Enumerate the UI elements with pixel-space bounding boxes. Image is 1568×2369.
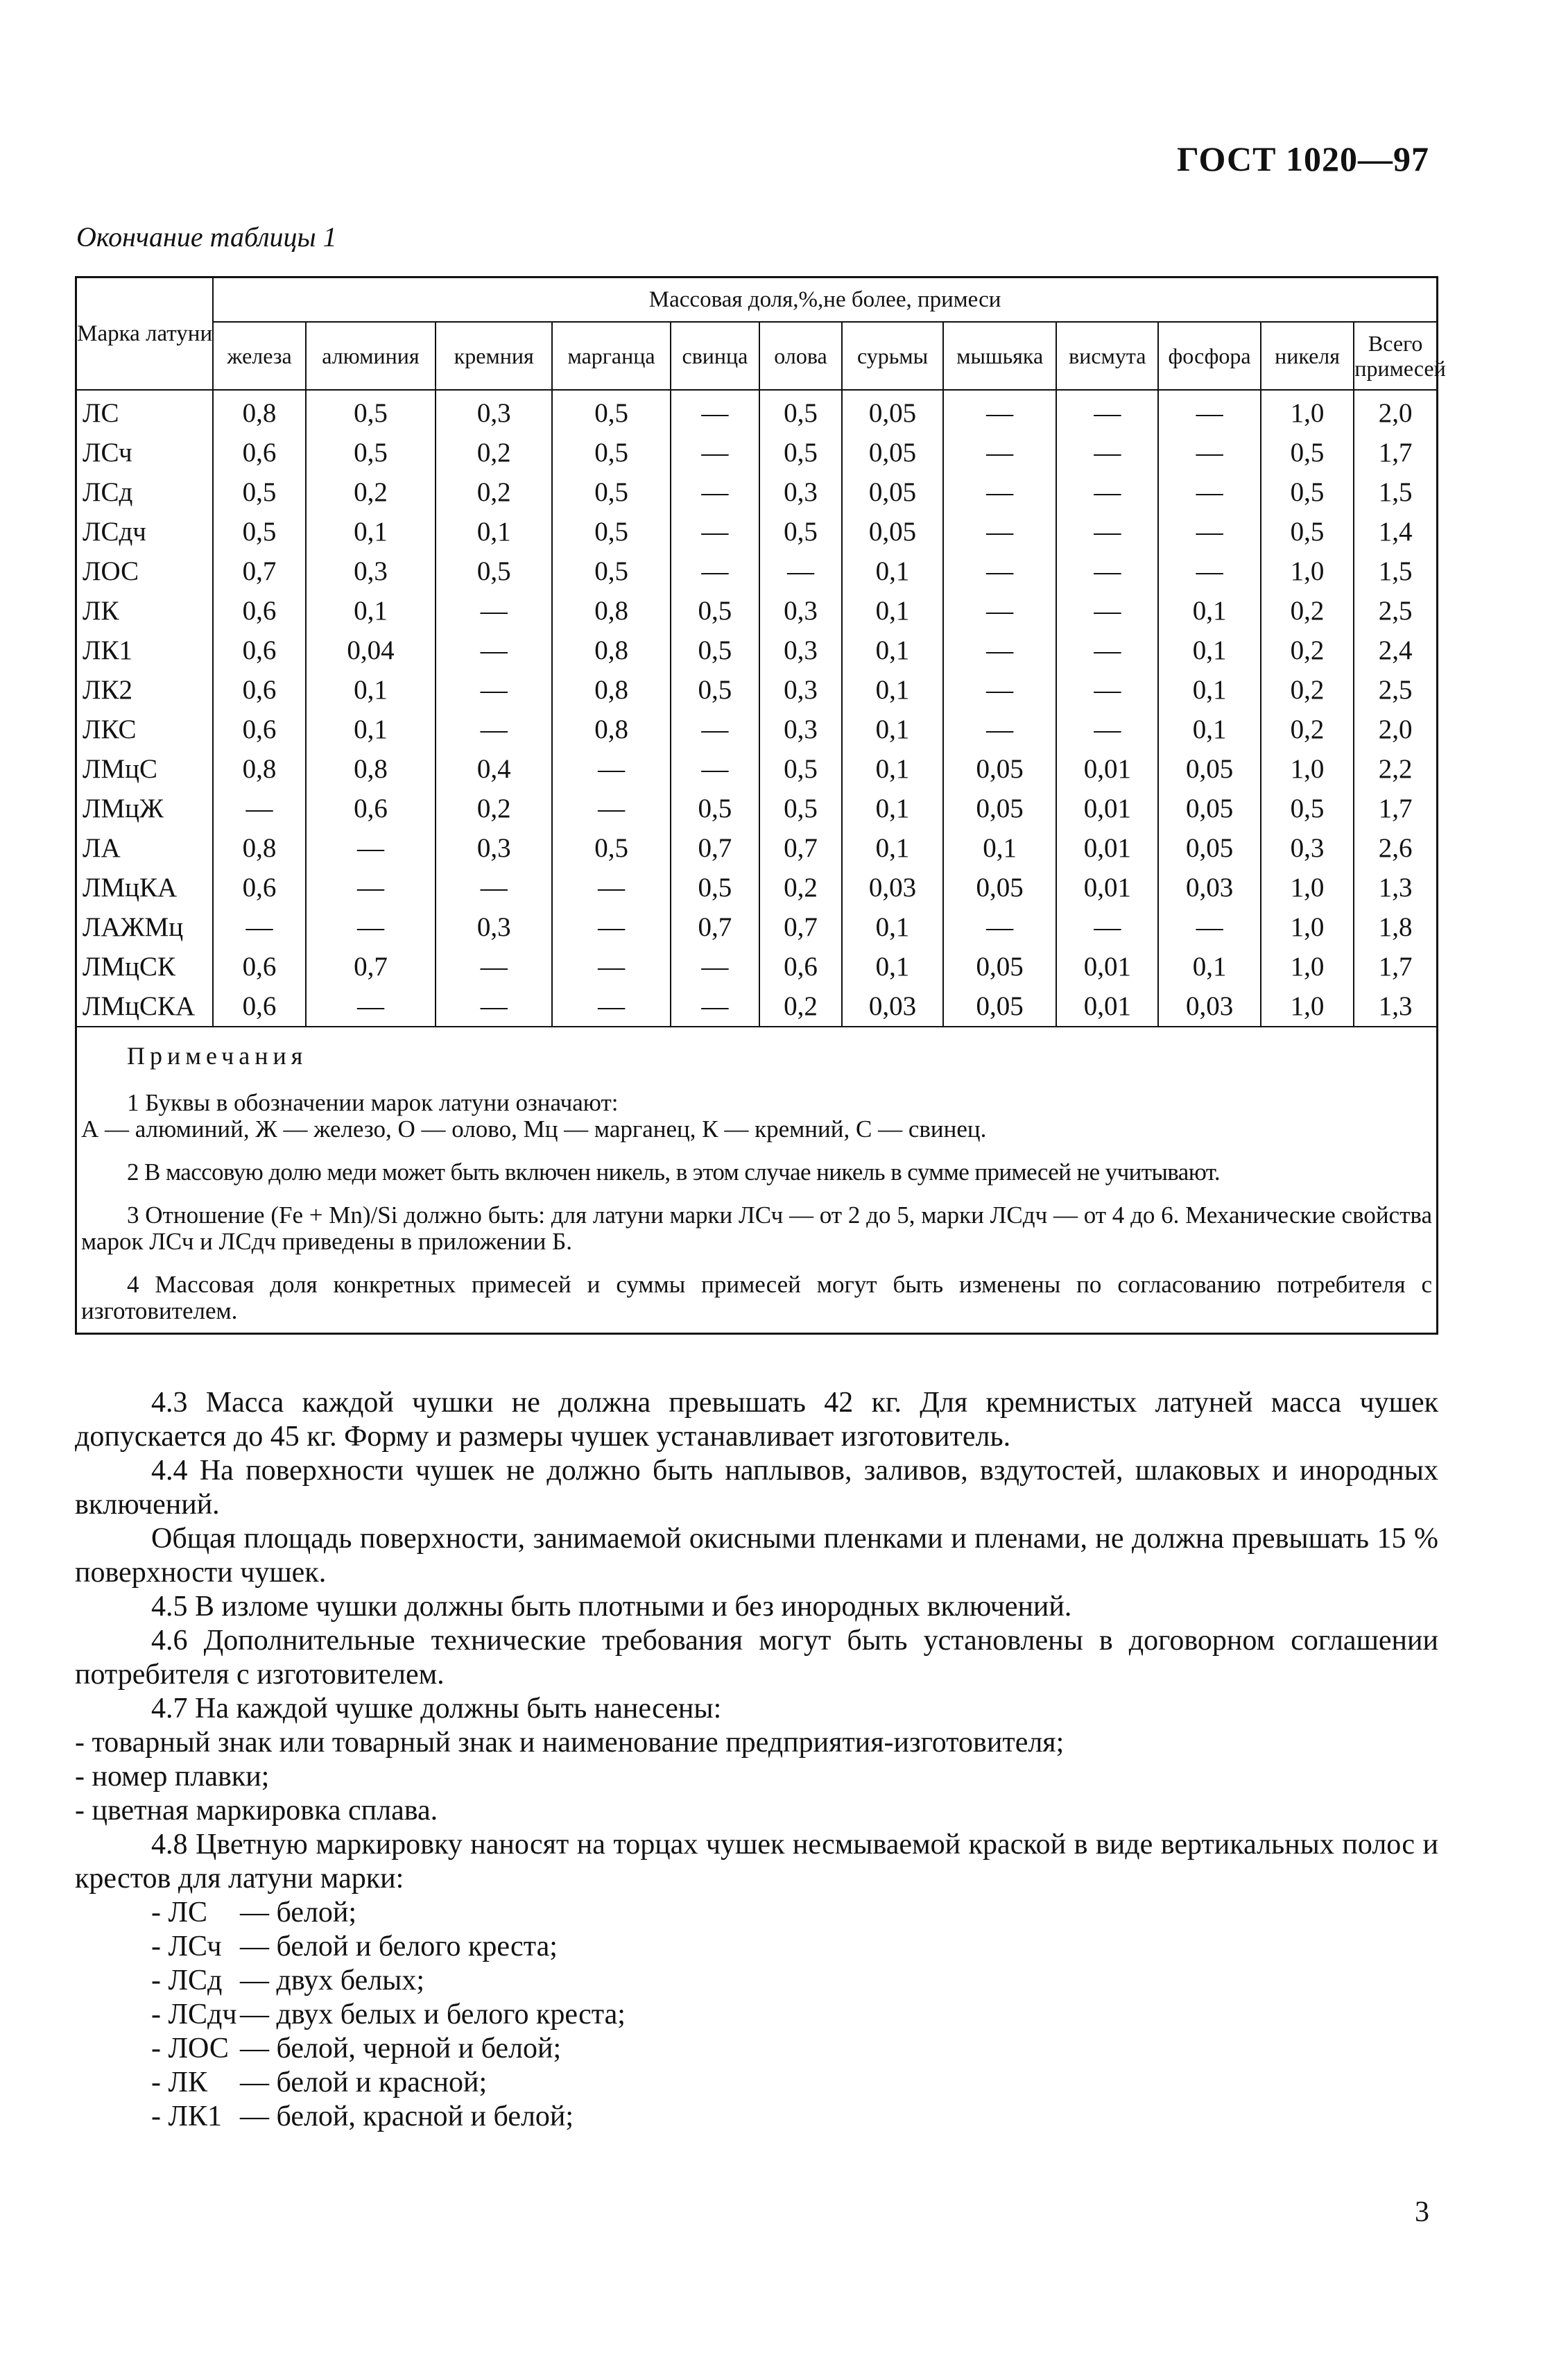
table-row — [76, 789, 1438, 828]
value-cell: 0,05 — [842, 390, 943, 433]
value-cell: 0,5 — [671, 868, 759, 907]
value-cell: — — [943, 472, 1056, 512]
value-cell: 0,03 — [1158, 986, 1260, 1027]
value-cell: — — [436, 947, 552, 986]
value-cell: 0,8 — [552, 591, 670, 631]
value-cell: — — [943, 433, 1056, 472]
value-cell: — — [306, 907, 436, 947]
column-header: алюминия — [306, 322, 436, 390]
column-header: Всего примесей — [1354, 322, 1437, 390]
value-cell: — — [1056, 390, 1158, 433]
column-header: кремния — [436, 322, 552, 390]
value-cell: 0,1 — [842, 789, 943, 828]
value-cell: — — [1158, 433, 1260, 472]
value-cell: 0,1 — [842, 947, 943, 986]
value-cell: 0,7 — [671, 907, 759, 947]
value-cell: 0,5 — [552, 390, 670, 433]
value-cell: 0,1 — [306, 512, 436, 551]
value-cell: — — [552, 749, 670, 789]
value-cell: 0,7 — [671, 828, 759, 868]
value-cell: 0,1 — [1158, 591, 1260, 631]
value-cell: 0,1 — [306, 591, 436, 631]
table-row — [76, 710, 1438, 749]
value-cell: — — [671, 472, 759, 512]
marking-brand: - ЛК1 — [151, 2101, 222, 2132]
value-cell: — — [671, 433, 759, 472]
value-cell: 0,3 — [759, 710, 842, 749]
value-cell: — — [213, 789, 306, 828]
notes-title: Примечания — [127, 1042, 308, 1070]
value-cell: — — [213, 907, 306, 947]
brand-cell: ЛСд — [76, 472, 214, 512]
brand-cell: ЛАЖМц — [76, 907, 214, 947]
table-caption: Окончание таблицы 1 — [76, 221, 337, 253]
impurities-table — [75, 276, 1446, 1335]
value-cell: 0,6 — [306, 789, 436, 828]
value-cell: — — [1158, 512, 1260, 551]
value-cell: 0,6 — [213, 710, 306, 749]
value-cell: 0,2 — [1261, 591, 1354, 631]
value-cell: 0,5 — [1261, 512, 1354, 551]
value-cell: 0,8 — [552, 670, 670, 710]
value-cell: 1,3 — [1354, 986, 1437, 1027]
body-text — [75, 1386, 1438, 2134]
marking-description: — белой и белого креста; — [240, 1931, 558, 1962]
value-cell: 0,5 — [552, 433, 670, 472]
table-row — [76, 551, 1438, 591]
value-cell: 0,05 — [1158, 789, 1260, 828]
brand-cell: ЛСдч — [76, 512, 214, 551]
value-cell: 0,05 — [1158, 828, 1260, 868]
brand-cell: ЛС — [76, 390, 214, 433]
value-cell: 0,1 — [1158, 631, 1260, 670]
value-cell: — — [306, 868, 436, 907]
value-cell: 0,1 — [306, 710, 436, 749]
value-cell: — — [436, 631, 552, 670]
value-cell: 0,2 — [306, 472, 436, 512]
value-cell: 0,5 — [671, 789, 759, 828]
table-row — [76, 670, 1438, 710]
value-cell: 0,5 — [759, 390, 842, 433]
value-cell: — — [1158, 390, 1260, 433]
value-cell: 0,6 — [213, 631, 306, 670]
brand-cell: ЛСч — [76, 433, 214, 472]
value-cell: 0,6 — [213, 986, 306, 1027]
value-cell: 0,8 — [213, 390, 306, 433]
value-cell: — — [436, 591, 552, 631]
marking-item — [75, 1964, 1438, 1998]
column-header: сурьмы — [842, 322, 943, 390]
value-cell: 0,5 — [759, 749, 842, 789]
value-cell: 0,3 — [436, 828, 552, 868]
notes-section — [76, 1027, 1438, 1334]
column-header: никеля — [1261, 322, 1354, 390]
value-cell: 0,05 — [943, 868, 1056, 907]
value-cell: 0,3 — [759, 670, 842, 710]
value-cell: 0,3 — [759, 631, 842, 670]
value-cell: 2,4 — [1354, 631, 1437, 670]
marking-brand: - ЛОС — [151, 2033, 229, 2064]
table-row — [76, 986, 1438, 1027]
value-cell: 0,5 — [213, 512, 306, 551]
page-number: 3 — [1415, 2196, 1429, 2228]
value-cell: 0,5 — [213, 472, 306, 512]
marking-description: — двух белых; — [240, 1965, 425, 1996]
column-header: свинца — [671, 322, 759, 390]
table-row — [76, 828, 1438, 868]
column-header: олова — [759, 322, 842, 390]
value-cell: 0,2 — [759, 868, 842, 907]
value-cell: 2,6 — [1354, 828, 1437, 868]
value-cell: 0,7 — [759, 828, 842, 868]
value-cell: 0,8 — [306, 749, 436, 789]
value-cell: — — [671, 986, 759, 1027]
value-cell: 0,1 — [842, 907, 943, 947]
marking-item — [75, 1930, 1438, 1964]
value-cell: 1,0 — [1261, 868, 1354, 907]
value-cell: 0,2 — [1261, 710, 1354, 749]
column-header: железа — [213, 322, 306, 390]
value-cell: 2,5 — [1354, 591, 1437, 631]
brand-cell: ЛМцСКА — [76, 986, 214, 1027]
value-cell: 0,5 — [759, 789, 842, 828]
value-cell: 0,8 — [552, 710, 670, 749]
value-cell: 0,5 — [1261, 472, 1354, 512]
marking-brand: - ЛСд — [151, 1965, 223, 1996]
value-cell: 0,5 — [552, 472, 670, 512]
column-header: марганца — [552, 322, 670, 390]
value-cell: — — [552, 907, 670, 947]
table-row — [76, 749, 1438, 789]
value-cell: — — [306, 986, 436, 1027]
brand-column-header: Марка латуни — [76, 277, 214, 391]
value-cell: 0,1 — [842, 591, 943, 631]
value-cell: 0,5 — [1261, 433, 1354, 472]
value-cell: — — [1056, 512, 1158, 551]
value-cell: 2,5 — [1354, 670, 1437, 710]
value-cell: 1,7 — [1354, 433, 1437, 472]
value-cell: 0,1 — [842, 749, 943, 789]
brand-cell: ЛК2 — [76, 670, 214, 710]
value-cell: 0,8 — [552, 631, 670, 670]
column-header: висмута — [1056, 322, 1158, 390]
paragraph-4-6: 4.6 Дополнительные технические требования могут быть установлены в договорном соглашении потребителя с изготовителем. — [75, 1625, 1438, 1691]
value-cell: 1,5 — [1354, 472, 1437, 512]
value-cell: — — [436, 868, 552, 907]
note-2: 2 В массовую долю меди может быть включен никель, в этом случае никель в сумме примесей не учитывают. — [127, 1158, 1221, 1186]
value-cell: 0,04 — [306, 631, 436, 670]
value-cell: — — [1158, 472, 1260, 512]
value-cell: 0,6 — [213, 947, 306, 986]
value-cell: — — [671, 947, 759, 986]
value-cell: — — [1056, 591, 1158, 631]
marking-item — [75, 2032, 1438, 2066]
value-cell: 0,01 — [1056, 789, 1158, 828]
value-cell: — — [1056, 907, 1158, 947]
value-cell: 0,3 — [1261, 828, 1354, 868]
value-cell: — — [552, 947, 670, 986]
paragraph-4-7: 4.7 На каждой чушке должны быть нанесены: — [151, 1693, 722, 1725]
brand-cell: ЛМцКА — [76, 868, 214, 907]
value-cell: 0,2 — [436, 472, 552, 512]
column-header: фосфора — [1158, 322, 1260, 390]
value-cell: — — [671, 710, 759, 749]
value-cell: 0,5 — [552, 828, 670, 868]
value-cell: 0,5 — [1261, 789, 1354, 828]
list-item: - цветная маркировка сплава. — [75, 1795, 438, 1827]
value-cell: 0,01 — [1056, 947, 1158, 986]
marking-item — [75, 2066, 1438, 2100]
value-cell: 0,01 — [1056, 828, 1158, 868]
value-cell: 0,5 — [671, 631, 759, 670]
value-cell: 1,5 — [1354, 551, 1437, 591]
value-cell: 0,6 — [213, 670, 306, 710]
paragraph-4-4-continued: Общая площадь поверхности, занимаемой окисными пленками и пленами, не должна превышать 15 % поверхности чушек. — [75, 1523, 1438, 1589]
marking-brand: - ЛСдч — [151, 1999, 237, 2030]
value-cell: 0,5 — [306, 390, 436, 433]
value-cell: 0,1 — [436, 512, 552, 551]
value-cell: 0,5 — [552, 551, 670, 591]
paragraph-4-3: 4.3 Масса каждой чушки не должна превышать 42 кг. Для кремнистых латуней масса чушек допускается до 45 кг. Форму и размеры чушек устанавливает изготовитель. — [75, 1387, 1438, 1453]
table-row — [76, 868, 1438, 907]
brand-cell: ЛМцСК — [76, 947, 214, 986]
table-row — [76, 591, 1438, 631]
value-cell: 0,3 — [759, 591, 842, 631]
value-cell: 0,7 — [306, 947, 436, 986]
value-cell: — — [671, 551, 759, 591]
value-cell: 0,05 — [842, 472, 943, 512]
value-cell: 0,05 — [842, 433, 943, 472]
value-cell: — — [306, 828, 436, 868]
marking-list — [75, 1896, 1438, 2134]
marking-brand: - ЛСч — [151, 1931, 222, 1962]
value-cell: 1,0 — [1261, 907, 1354, 947]
value-cell: 1,0 — [1261, 749, 1354, 789]
value-cell: 0,2 — [1261, 631, 1354, 670]
value-cell: 1,8 — [1354, 907, 1437, 947]
value-cell: — — [759, 551, 842, 591]
value-cell: — — [943, 670, 1056, 710]
brand-cell: ЛКС — [76, 710, 214, 749]
brand-cell: ЛА — [76, 828, 214, 868]
table-row — [76, 631, 1438, 670]
value-cell: — — [943, 512, 1056, 551]
value-cell: — — [943, 390, 1056, 433]
value-cell: 0,6 — [759, 947, 842, 986]
value-cell: 0,2 — [436, 789, 552, 828]
brand-cell: ЛМцС — [76, 749, 214, 789]
note-1-line-2: А — алюминий, Ж — железо, О — олово, Мц — марганец, К — кремний, С — свинец. — [81, 1115, 987, 1143]
value-cell: 0,05 — [1158, 749, 1260, 789]
value-cell: 0,1 — [1158, 710, 1260, 749]
marking-description: — белой; — [240, 1897, 357, 1928]
value-cell: 0,1 — [1158, 670, 1260, 710]
marking-brand: - ЛС — [151, 1897, 207, 1928]
marking-description: — двух белых и белого креста; — [240, 1999, 626, 2030]
marking-description: — белой, черной и белой; — [240, 2033, 562, 2064]
value-cell: 0,3 — [306, 551, 436, 591]
column-header: мышьяка — [943, 322, 1056, 390]
value-cell: — — [1056, 551, 1158, 591]
brand-cell: ЛОС — [76, 551, 214, 591]
value-cell: 0,7 — [759, 907, 842, 947]
marking-description: — белой, красной и белой; — [240, 2101, 574, 2132]
value-cell: 0,7 — [213, 551, 306, 591]
brand-cell: ЛК1 — [76, 631, 214, 670]
value-cell: — — [1158, 551, 1260, 591]
value-cell: 0,5 — [671, 670, 759, 710]
value-cell: — — [436, 986, 552, 1027]
value-cell: 0,1 — [842, 551, 943, 591]
value-cell: 0,4 — [436, 749, 552, 789]
value-cell: 1,0 — [1261, 947, 1354, 986]
value-cell: 1,0 — [1261, 551, 1354, 591]
marking-item — [75, 2100, 1438, 2134]
note-1-line-1: 1 Буквы в обозначении марок латуни означают: — [127, 1089, 619, 1116]
value-cell: 0,1 — [842, 710, 943, 749]
value-cell: — — [1158, 907, 1260, 947]
value-cell: 0,2 — [1261, 670, 1354, 710]
group-header: Массовая доля,%,не более, примеси — [213, 277, 1437, 323]
list-item: - номер плавки; — [75, 1761, 270, 1793]
value-cell: 0,1 — [842, 631, 943, 670]
value-cell: — — [1056, 631, 1158, 670]
value-cell: 0,6 — [213, 591, 306, 631]
marking-brand: - ЛК — [151, 2067, 207, 2098]
value-cell: 0,01 — [1056, 986, 1158, 1027]
value-cell: 0,3 — [759, 472, 842, 512]
value-cell: 1,4 — [1354, 512, 1437, 551]
value-cell: 2,2 — [1354, 749, 1437, 789]
value-cell: 0,3 — [436, 907, 552, 947]
value-cell: — — [552, 789, 670, 828]
brand-cell: ЛК — [76, 591, 214, 631]
value-cell: 0,5 — [671, 591, 759, 631]
value-cell: 0,1 — [842, 828, 943, 868]
value-cell: 0,6 — [213, 868, 306, 907]
value-cell: 0,3 — [436, 390, 552, 433]
value-cell: 0,2 — [436, 433, 552, 472]
value-cell: 1,7 — [1354, 947, 1437, 986]
brand-cell: ЛМцЖ — [76, 789, 214, 828]
value-cell: 0,03 — [842, 868, 943, 907]
list-item: - товарный знак или товарный знак и наименование предприятия-изготовителя; — [75, 1727, 1065, 1759]
value-cell: — — [552, 986, 670, 1027]
paragraph-4-4: 4.4 На поверхности чушек не должно быть наплывов, заливов, вздутостей, шлаковых и инородных включений. — [75, 1455, 1438, 1521]
value-cell: — — [943, 710, 1056, 749]
table-row — [76, 947, 1438, 986]
table-row — [76, 433, 1438, 472]
value-cell: — — [671, 749, 759, 789]
value-cell: 0,1 — [842, 670, 943, 710]
value-cell: 1,7 — [1354, 789, 1437, 828]
value-cell: 2,0 — [1354, 390, 1437, 433]
marking-item — [75, 1896, 1438, 1930]
value-cell: — — [552, 868, 670, 907]
value-cell: 0,1 — [306, 670, 436, 710]
note-3: 3 Отношение (Fe + Mn)/Si должно быть: для латуни марки ЛСч — от 2 до 5, марки ЛСдч — от 4 до 6. Механические свойства марок ЛСч и ЛСдч приведены в приложении Б. — [81, 1201, 1432, 1255]
value-cell: 0,2 — [759, 986, 842, 1027]
value-cell: 0,8 — [213, 749, 306, 789]
marking-description: — белой и красной; — [240, 2067, 488, 2098]
value-cell: 1,0 — [1261, 390, 1354, 433]
value-cell: 1,0 — [1261, 986, 1354, 1027]
marking-item — [75, 1998, 1438, 2032]
table-row — [76, 390, 1438, 433]
value-cell: — — [1056, 433, 1158, 472]
paragraph-4-8: 4.8 Цветную маркировку наносят на торцах чушек несмываемой краской в виде вертикальных полос и крестов для латуни марки: — [75, 1829, 1438, 1895]
table-row — [76, 472, 1438, 512]
value-cell: — — [671, 390, 759, 433]
value-cell: — — [943, 551, 1056, 591]
value-cell: 0,05 — [943, 749, 1056, 789]
value-cell: 0,5 — [306, 433, 436, 472]
value-cell: 0,8 — [213, 828, 306, 868]
value-cell: 1,3 — [1354, 868, 1437, 907]
value-cell: — — [943, 907, 1056, 947]
value-cell: 0,5 — [759, 512, 842, 551]
value-cell: — — [943, 631, 1056, 670]
value-cell: 0,05 — [943, 986, 1056, 1027]
value-cell: 0,01 — [1056, 749, 1158, 789]
value-cell: 0,5 — [759, 433, 842, 472]
value-cell: — — [436, 670, 552, 710]
value-cell: 0,05 — [842, 512, 943, 551]
value-cell: — — [436, 710, 552, 749]
value-cell: 0,1 — [1158, 947, 1260, 986]
value-cell: 0,5 — [436, 551, 552, 591]
value-cell: 0,05 — [943, 947, 1056, 986]
value-cell: 0,5 — [552, 512, 670, 551]
value-cell: 0,01 — [1056, 868, 1158, 907]
value-cell: — — [1056, 472, 1158, 512]
paragraph-4-5: 4.5 В изломе чушки должны быть плотными и без инородных включений. — [151, 1591, 1072, 1623]
value-cell: 0,1 — [943, 828, 1056, 868]
value-cell: — — [1056, 710, 1158, 749]
value-cell: 0,6 — [213, 433, 306, 472]
value-cell: 0,03 — [1158, 868, 1260, 907]
document-code: ГОСТ 1020—97 — [1176, 139, 1429, 178]
value-cell: — — [671, 512, 759, 551]
value-cell: — — [943, 591, 1056, 631]
table-row — [76, 512, 1438, 551]
note-4: 4 Массовая доля конкретных примесей и суммы примесей могут быть изменены по согласованию потребителя с изготовителем. — [81, 1271, 1432, 1324]
value-cell: 0,05 — [943, 789, 1056, 828]
value-cell: 2,0 — [1354, 710, 1437, 749]
value-cell: 0,03 — [842, 986, 943, 1027]
table-row — [76, 907, 1438, 947]
value-cell: — — [1056, 670, 1158, 710]
